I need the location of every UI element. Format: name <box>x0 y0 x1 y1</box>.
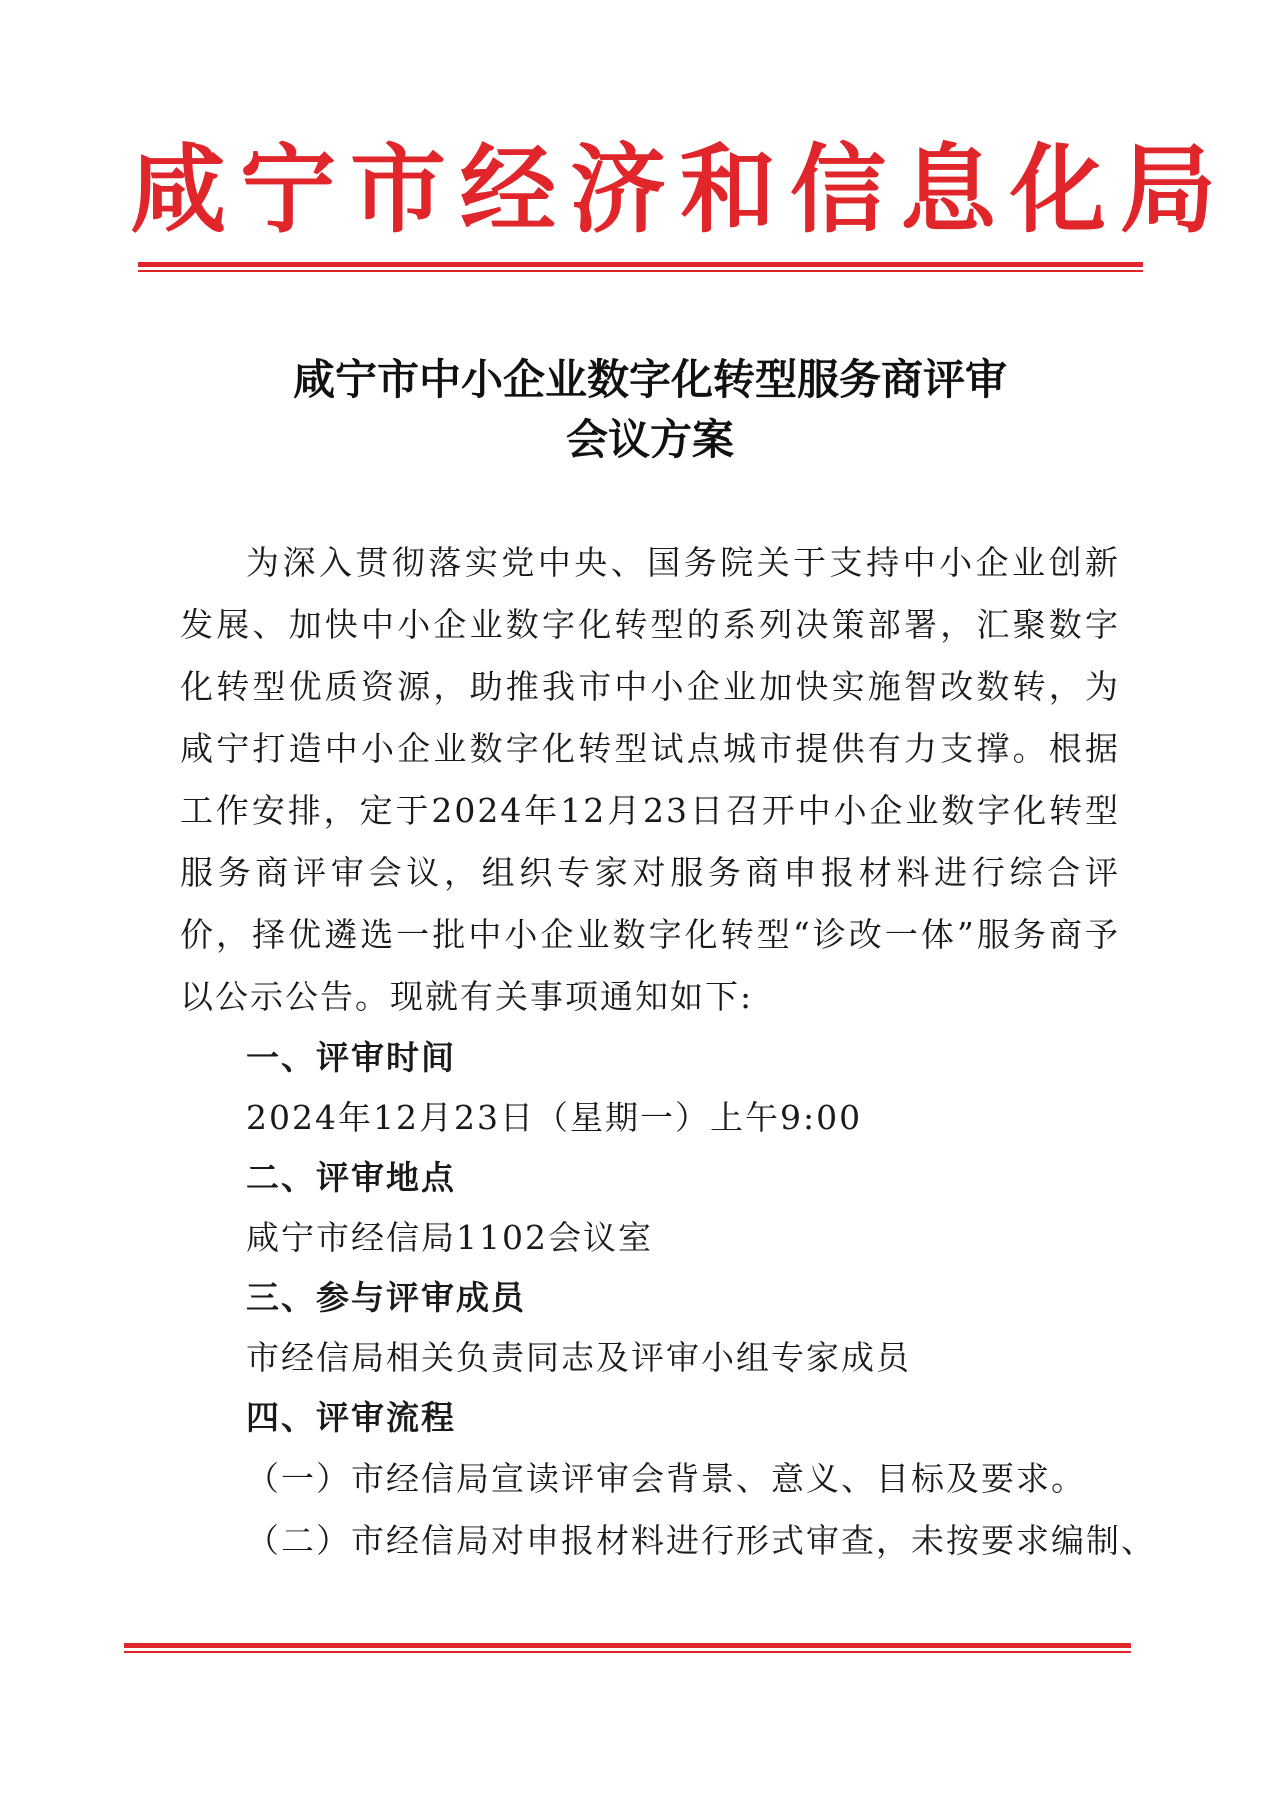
section-heading-location: 二、评审地点 <box>246 1158 456 1197</box>
section-content-time: 2024年12月23日（星期一）上午9:00 <box>246 1098 863 1137</box>
document-title <box>150 350 1150 470</box>
process-step-2: （二）市经信局对申报材料进行形式审查，未按要求编制、 <box>246 1521 1156 1560</box>
footer-divider <box>124 1643 1131 1653</box>
document-body <box>180 532 1156 1572</box>
section-heading-process: 四、评审流程 <box>246 1398 456 1437</box>
section-heading-time: 一、评审时间 <box>246 1038 456 1077</box>
section-content-location: 咸宁市经信局1102会议室 <box>246 1218 653 1257</box>
document-title-line-1: 咸宁市中小企业数字化转型服务商评审 <box>292 355 1007 404</box>
intro-paragraph: 为深入贯彻落实党中央、国务院关于支持中小企业创新发展、加快中小企业数字化转型的系列决策部署，汇聚数字化转型优质资源，助推我市中小企业加快实施智改数转，为咸宁打造中小企业数字化转型试点城市提供有力支撑。根据工作安排，定于2024年12月23日召开中小企业数字化转型服务商评审会议，组织专家对服务商申报材料进行综合评价，择优遴选一批中小企业数字化转型“诊改一体”服务商予以公示公告。现就有关事项通知如下: <box>180 543 1120 1016</box>
section-content-members: 市经信局相关负责同志及评审小组专家成员 <box>246 1338 911 1377</box>
masthead-divider <box>138 262 1143 272</box>
process-step-1: （一）市经信局宣读评审会背景、意义、目标及要求。 <box>246 1459 1086 1498</box>
section-heading-members: 三、参与评审成员 <box>246 1278 526 1317</box>
masthead-org-name: 咸宁市经济和信息化局 <box>130 134 1230 246</box>
document-title-line-2: 会议方案 <box>565 415 734 464</box>
